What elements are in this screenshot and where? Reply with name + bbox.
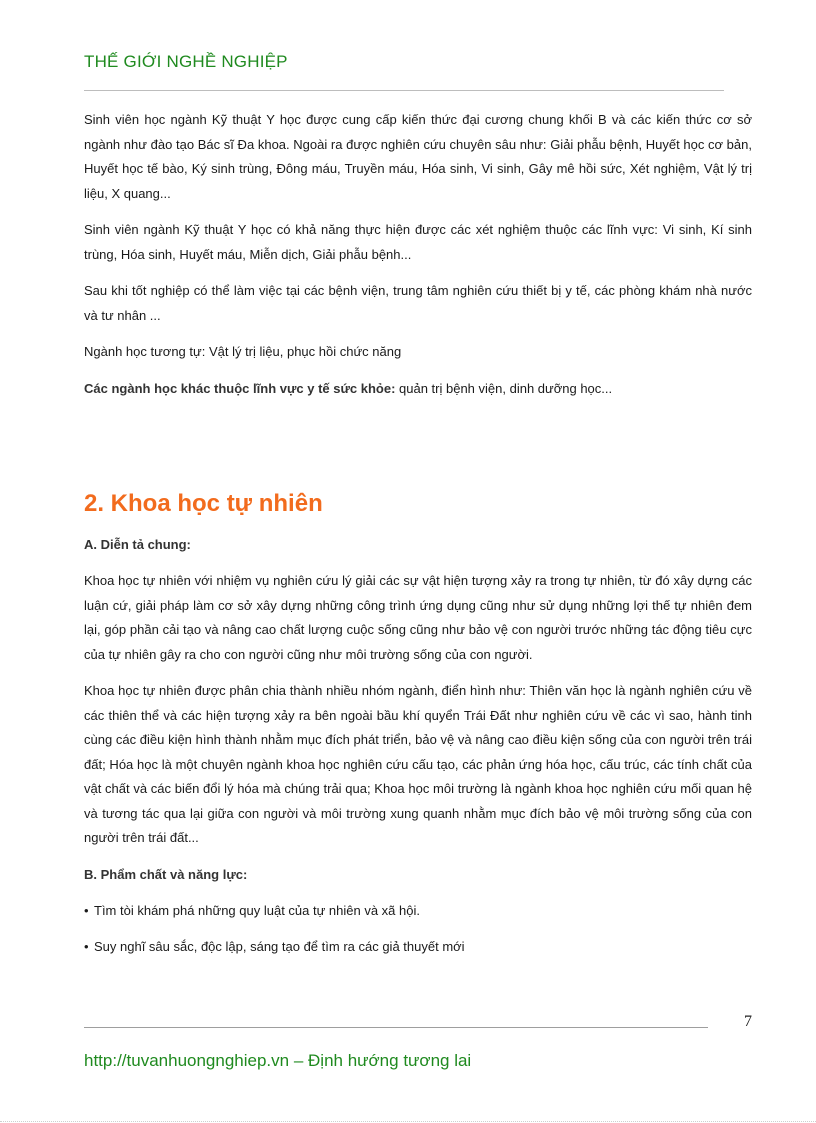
bullet-icon: • [84,938,89,954]
bullet-icon: • [84,902,89,918]
related-fields-lead: Các ngành học khác thuộc lĩnh vực y tế sức khỏe: [84,380,396,396]
page-content [84,108,752,971]
intro-paragraph-4: Ngành học tương tự: Vật lý trị liệu, phục hồi chức năng [84,344,402,359]
page-bottom-border [0,1121,816,1122]
bullet-item [84,899,752,923]
subheading-qualities: B. Phẩm chất và năng lực: [84,866,248,882]
header-title: THẾ GIỚI NGHỀ NGHIỆP [84,52,288,71]
section-heading: 2. Khoa học tự nhiên [84,490,323,517]
intro-paragraph-5 [84,377,752,402]
header-divider [84,90,724,91]
page-number: 7 [744,1013,752,1030]
bullet-text: Suy nghĩ sâu sắc, độc lập, sáng tạo để tìm ra các giả thuyết mới [94,938,465,954]
subheading-general-description: A. Diễn tả chung: [84,537,191,552]
intro-paragraph-2: Sinh viên ngành Kỹ thuật Y học có khả năng thực hiện được các xét nghiệm thuộc các lĩnh vực: Vi sinh, Kí sinh trùng, Hóa sinh, Huyết máu, Miễn dịch, Giải phẫu bệnh... [84,222,752,262]
description-paragraph-1: Khoa học tự nhiên với nhiệm vụ nghiên cứu lý giải các sự vật hiện tượng xảy ra trong tự nhiên, từ đó xây dựng các luận cứ, giải pháp làm cơ sở xây dựng những công trình ứng dụng cũng như sử dụng những lợi thế tự nhiên đem lại, góp phần cải tạo và nâng cao chất lượng cuộc sống cũng như bảo vệ con người trước những tác động tiêu cực của tự nhiên gây ra cho con người cũng như môi trường sống của con người. [84,573,752,662]
bullet-text: Tìm tòi khám phá những quy luật của tự nhiên và xã hội. [94,902,420,918]
footer-divider [84,1027,708,1028]
related-fields-text: quản trị bệnh viện, dinh dưỡng học... [395,380,613,396]
section-spacer [84,413,752,489]
bullet-item [84,935,752,959]
intro-paragraph-3: Sau khi tốt nghiệp có thể làm việc tại các bệnh viện, trung tâm nghiên cứu thiết bị y tế, các phòng khám nhà nước và tư nhân ... [84,283,752,323]
footer-link[interactable]: http://tuvanhuongnghiep.vn – Định hướng tương lai [84,1051,472,1070]
description-paragraph-2: Khoa học tự nhiên được phân chia thành nhiều nhóm ngành, điển hình như: Thiên văn học là ngành nghiên cứu về các thiên thể và các hiện tượng xảy ra bên ngoài bầu khí quyển Trái Đất như nghiên cứu về các vì sao, hành tinh cùng các điều kiện hình thành nhằm mục đích phát triển, bảo vệ và nâng cao điều kiện sống của con người trên trái đất; Hóa học là một chuyên ngành khoa học nghiên cứu cấu tạo, các phản ứng hóa học, cấu trúc, các tính chất của vật chất và các biến đổi lý hóa mà chúng trải qua; Khoa học môi trường là ngành khoa học nghiên cứu mối quan hệ và tương tác qua lại giữa con người và môi trường xung quanh nhằm mục đích bảo vệ môi trường sống của con người trên trái đất... [84,683,752,845]
intro-paragraph-1: Sinh viên học ngành Kỹ thuật Y học được cung cấp kiến thức đại cương chung khối B và các kiến thức cơ sở ngành như đào tạo Bác sĩ Đa khoa. Ngoài ra được nghiên cứu chuyên sâu như: Giải phẫu bệnh, Huyết học cơ bản, Huyết học tế bào, Ký sinh trùng, Đông máu, Truyền máu, Hóa sinh, Vi sinh, Gây mê hồi sức, Xét nghiệm, Vật lý trị liệu, X quang... [84,112,752,201]
